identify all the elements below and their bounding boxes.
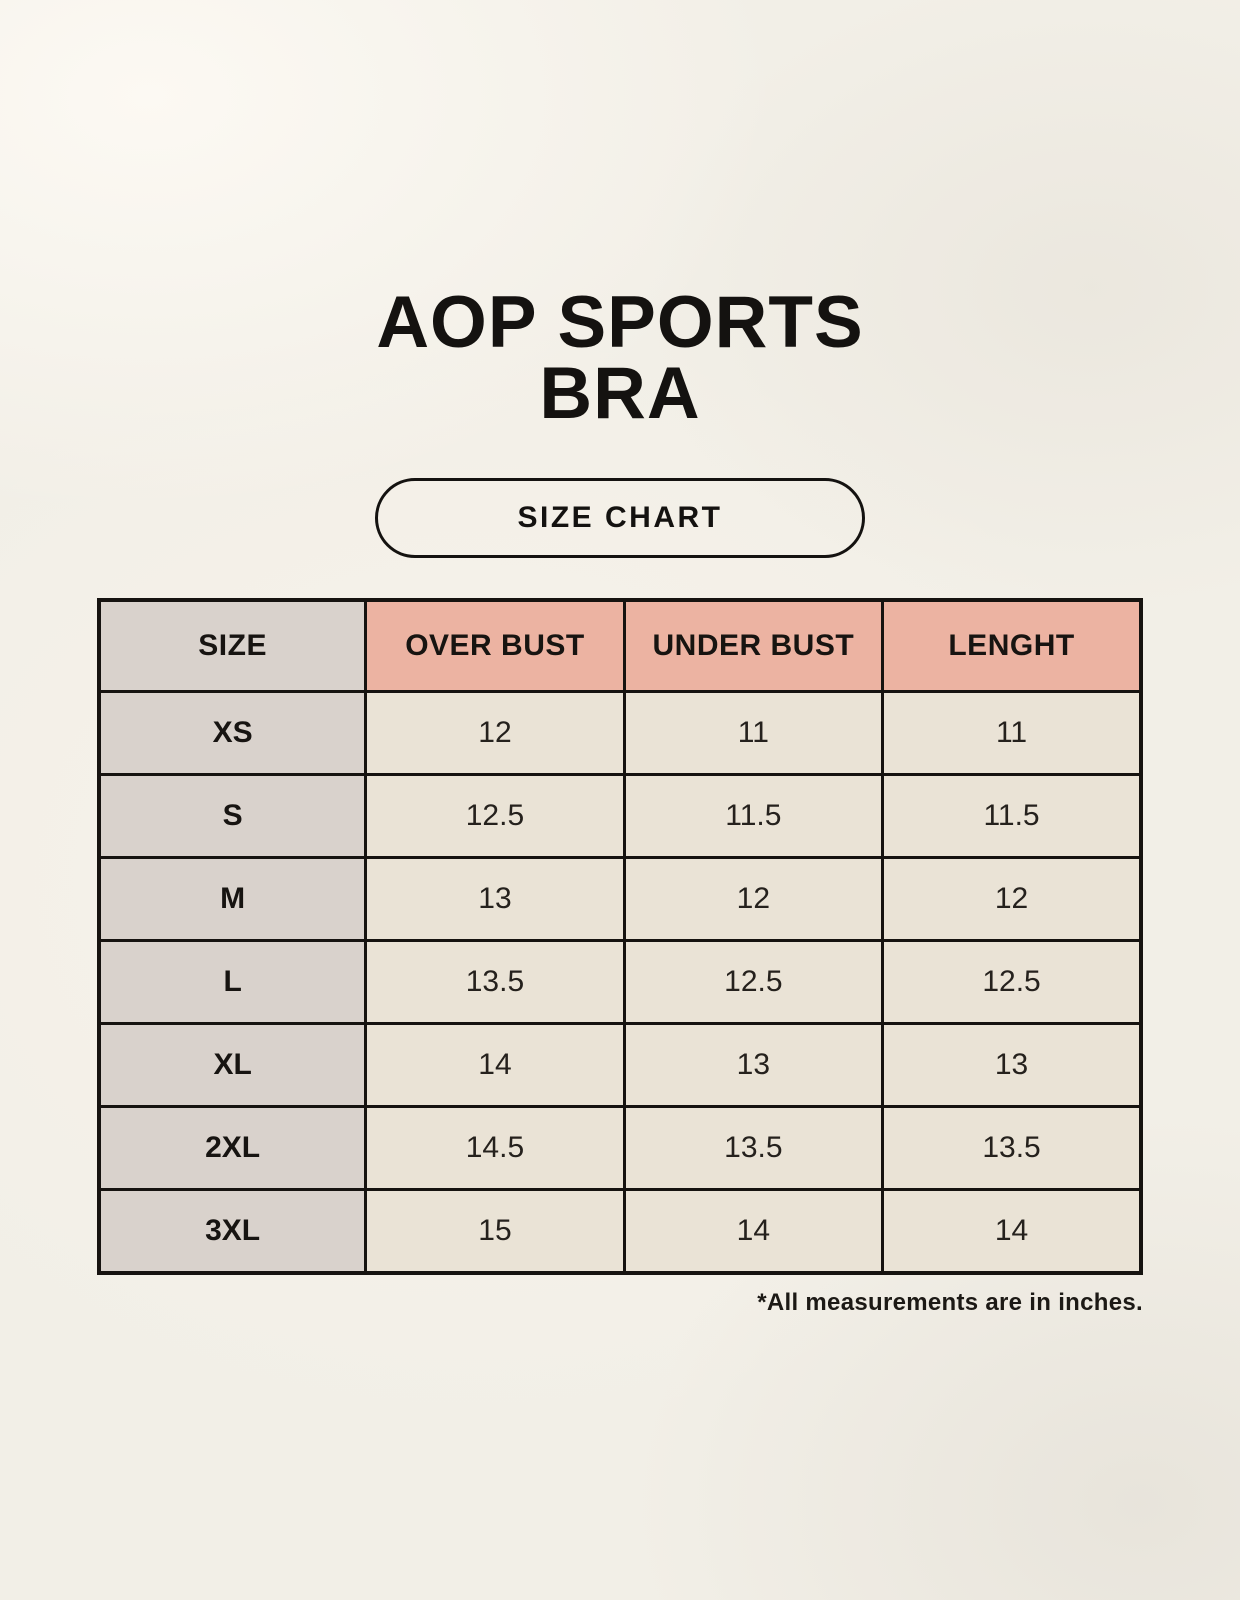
measurement-cell: 12	[366, 692, 624, 775]
table-row	[99, 858, 1141, 941]
table-header-row	[99, 600, 1141, 692]
size-cell: XS	[99, 692, 366, 775]
page-title	[0, 0, 1240, 434]
measurement-cell: 14	[883, 1190, 1141, 1273]
size-cell: 3XL	[99, 1190, 366, 1273]
table-row	[99, 1190, 1141, 1273]
table-row	[99, 941, 1141, 1024]
measurement-cell: 12.5	[883, 941, 1141, 1024]
size-chart-table-container	[97, 598, 1143, 1275]
measurement-cell: 13.5	[366, 941, 624, 1024]
size-cell: S	[99, 775, 366, 858]
measurement-cell: 12.5	[624, 941, 882, 1024]
column-header-over-bust: OVER BUST	[366, 600, 624, 692]
size-chart-button[interactable]	[375, 478, 865, 558]
measurement-cell: 13	[883, 1024, 1141, 1107]
measurement-cell: 13	[366, 858, 624, 941]
measurement-cell: 11.5	[624, 775, 882, 858]
size-chart-button-label: SIZE CHART	[517, 500, 723, 534]
measurement-cell: 14	[624, 1190, 882, 1273]
table-body	[99, 692, 1141, 1273]
table-row	[99, 775, 1141, 858]
measurement-cell: 14.5	[366, 1107, 624, 1190]
measurement-cell: 14	[366, 1024, 624, 1107]
column-header-under-bust: UNDER BUST	[624, 600, 882, 692]
page-title-line-1: AOP SPORTS	[376, 282, 864, 363]
size-cell: XL	[99, 1024, 366, 1107]
table-row	[99, 692, 1141, 775]
measurement-cell: 12	[624, 858, 882, 941]
measurement-cell: 13	[624, 1024, 882, 1107]
column-header-length: LENGHT	[883, 600, 1141, 692]
page-title-line-2: BRA	[539, 352, 701, 434]
table-row	[99, 1107, 1141, 1190]
table-row	[99, 1024, 1141, 1107]
measurement-cell: 11	[883, 692, 1141, 775]
size-chart-table	[97, 598, 1143, 1275]
measurement-cell: 13.5	[883, 1107, 1141, 1190]
size-cell: M	[99, 858, 366, 941]
size-cell: L	[99, 941, 366, 1024]
measurement-cell: 11.5	[883, 775, 1141, 858]
size-cell: 2XL	[99, 1107, 366, 1190]
column-header-size: SIZE	[99, 600, 366, 692]
measurement-cell: 13.5	[624, 1107, 882, 1190]
measurement-cell: 12.5	[366, 775, 624, 858]
measurement-cell: 11	[624, 692, 882, 775]
measurement-cell: 15	[366, 1190, 624, 1273]
measurement-cell: 12	[883, 858, 1141, 941]
measurements-footnote: *All measurements are in inches.	[757, 1288, 1143, 1316]
